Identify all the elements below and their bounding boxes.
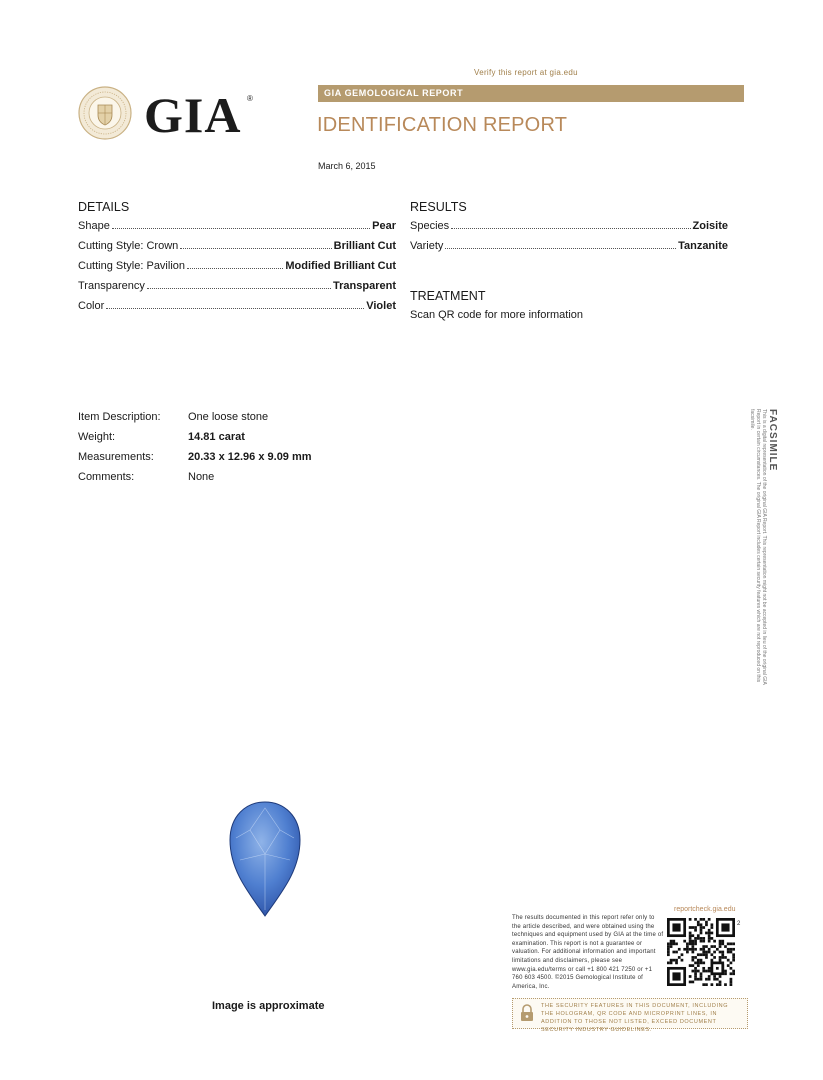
- detail-label: Shape: [78, 220, 110, 232]
- leader-dots: [187, 268, 283, 269]
- detail-row-color: [78, 300, 396, 320]
- item-value: One loose stone: [188, 411, 269, 423]
- qr-number: 2: [737, 921, 741, 927]
- detail-value: Violet: [366, 300, 396, 312]
- leader-dots: [147, 288, 331, 289]
- leader-dots: [112, 228, 370, 229]
- leader-dots: [106, 308, 364, 309]
- item-info: [78, 411, 312, 491]
- result-row-variety: [410, 240, 728, 260]
- item-row-measurements: [78, 451, 312, 471]
- facsimile-notice: [749, 409, 782, 689]
- detail-row-crown: [78, 240, 396, 260]
- gia-logo: GIA: [144, 87, 242, 143]
- image-caption: Image is approximate: [212, 1000, 325, 1012]
- detail-value: Transparent: [333, 280, 396, 292]
- qr-code[interactable]: [667, 918, 735, 986]
- gia-seal-icon: [78, 86, 132, 140]
- detail-row-pavilion: [78, 260, 396, 280]
- verify-link[interactable]: Verify this report at gia.edu: [474, 68, 578, 77]
- lock-icon: [519, 1004, 535, 1022]
- results-list: [410, 220, 728, 260]
- item-value: 14.81 carat: [188, 431, 245, 443]
- gemstone-image: [228, 800, 302, 918]
- details-list: [78, 220, 396, 320]
- report-title: IDENTIFICATION REPORT: [317, 114, 568, 136]
- item-label: Weight:: [78, 431, 116, 443]
- detail-label: Color: [78, 300, 105, 312]
- detail-row-shape: [78, 220, 396, 240]
- item-value: 20.33 x 12.96 x 9.09 mm: [188, 451, 312, 463]
- details-heading: DETAILS: [78, 200, 130, 214]
- report-date: March 6, 2015: [318, 161, 376, 171]
- disclaimer-text: The results documented in this report refer only to the article described, and were obtained using the techniques and equipment used by GIA at the time of examination. This report is not a guarantee or valuation. For additional information and important limitations and disclaimers, please see www.gia.edu/terms or call +1 800 421 7250 or +1 760 603 4500. ©2015 Gemological Institute of America, Inc.: [512, 915, 664, 990]
- detail-value: Brilliant Cut: [333, 240, 396, 252]
- facsimile-body: This is a digital representation of the original GIA Report. This representation might not be accepted in lieu of the original GIA Report in certain circumstances. The original GIA Report includes certain security features which are not reproduced on this facsimile.: [749, 409, 767, 685]
- item-value: None: [188, 471, 215, 483]
- result-label: Species: [410, 220, 450, 232]
- leader-dots: [451, 228, 690, 229]
- item-row-description: [78, 411, 312, 431]
- treatment-heading: TREATMENT: [410, 289, 486, 303]
- treatment-text: Scan QR code for more information: [410, 309, 584, 321]
- band-text: GIA GEMOLOGICAL REPORT: [324, 88, 464, 98]
- result-label: Variety: [410, 240, 444, 252]
- item-label: Comments:: [78, 471, 135, 483]
- detail-row-transparency: [78, 280, 396, 300]
- item-row-comments: [78, 471, 312, 491]
- result-value: Zoisite: [692, 220, 728, 232]
- leader-dots: [180, 248, 331, 249]
- registered-mark: ®: [247, 94, 253, 103]
- detail-label: Cutting Style: Pavilion: [78, 260, 185, 272]
- item-row-weight: [78, 431, 312, 451]
- item-label: Item Description:: [78, 411, 161, 423]
- item-label: Measurements:: [78, 451, 154, 463]
- security-features-box: [512, 998, 748, 1033]
- facsimile-title: FACSIMILE: [767, 409, 778, 472]
- detail-value: Pear: [372, 220, 396, 232]
- security-text: THE SECURITY FEATURES IN THIS DOCUMENT, INCLUDING THE HOLOGRAM, QR CODE AND MICROPRINT LINES, IN ADDITION TO THOSE NOT LISTED, EXCEED DOCUMENT SECURITY INDUSTRY GUIDELINES.: [541, 1003, 729, 1033]
- results-heading: RESULTS: [410, 200, 467, 214]
- leader-dots: [445, 248, 676, 249]
- detail-label: Cutting Style: Crown: [78, 240, 179, 252]
- detail-label: Transparency: [78, 280, 145, 292]
- result-value: Tanzanite: [678, 240, 728, 252]
- reportcheck-link[interactable]: reportcheck.gia.edu: [674, 906, 736, 913]
- detail-value: Modified Brilliant Cut: [285, 260, 396, 272]
- result-row-species: [410, 220, 728, 240]
